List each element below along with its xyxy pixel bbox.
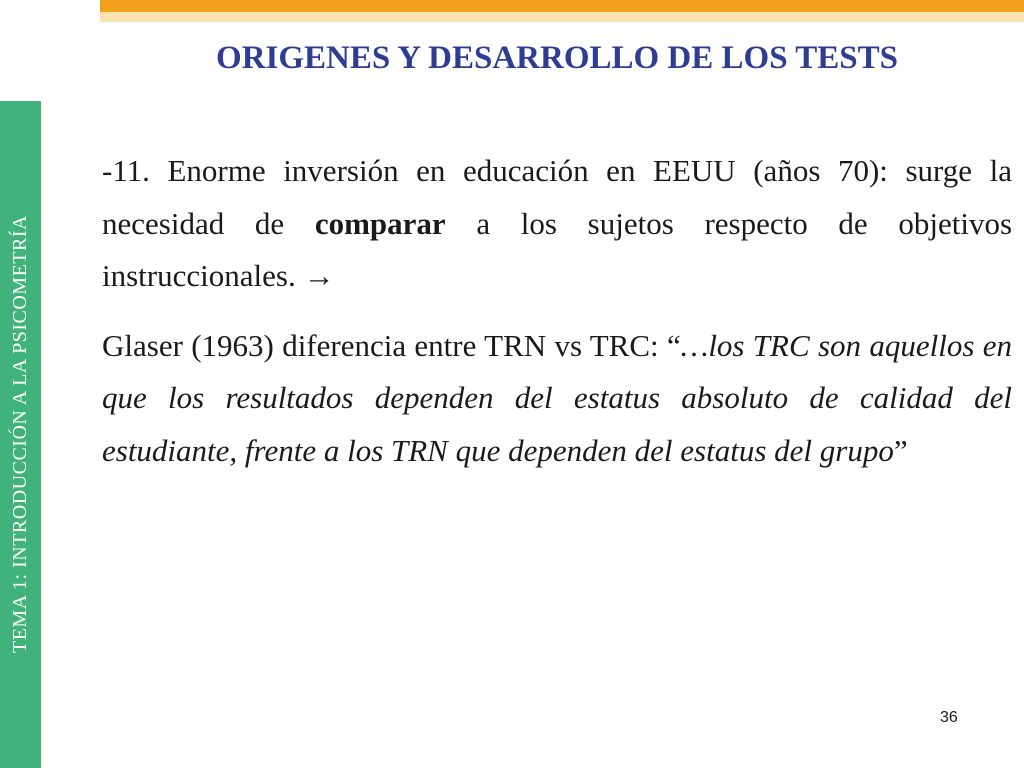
paragraph-1-text-a: -11. Enorme inversión en educación en EEUU (años 70): surge la necesidad de [102,153,1012,241]
slide-title: ORIGENES Y DESARROLLO DE LOS TESTS [216,40,898,76]
paragraph-2-quote: …los TRC son aquellos en que los resultados dependen del estatus absoluto de calidad del estudiante, frente a los TRN que dependen del estatus del grupo [102,327,1012,468]
paragraph-2-closing-quote: ” [893,432,908,468]
side-label: TEMA 1: INTRODUCCIÓN A LA PSICOMETRÍA [9,215,31,653]
top-accent-bar [100,0,1024,12]
slide-body [102,145,1012,477]
paragraph-1 [102,145,1012,303]
top-accent-bar-light [100,12,1024,22]
paragraph-2 [102,320,1012,478]
paragraph-2-lead: Glaser (1963) diferencia entre TRN vs TRC: “ [102,327,681,363]
page-number: 36 [940,709,958,726]
paragraph-1-bold-word: comparar [314,205,446,241]
paragraph-1-text-b: a los sujetos respecto de objetivos instruccionales. [102,205,1013,293]
right-arrow-icon: → [303,258,335,293]
